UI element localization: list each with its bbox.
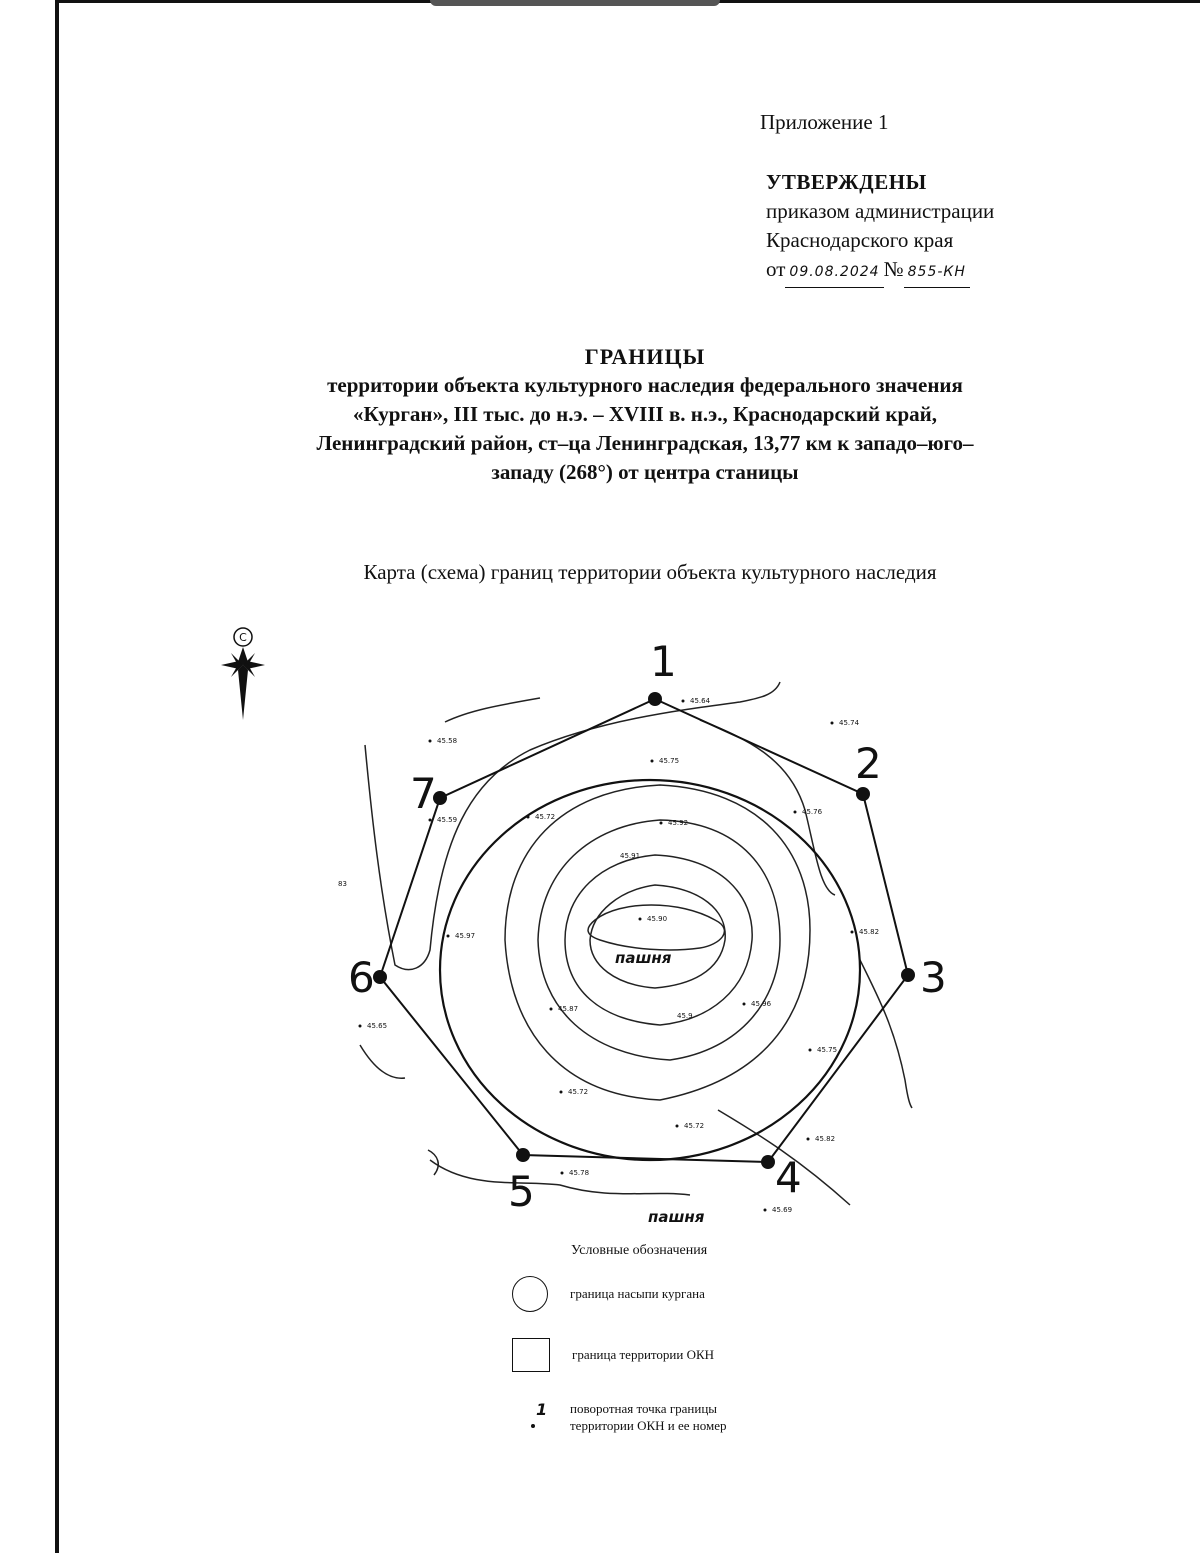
elevation-mark xyxy=(338,880,347,888)
turning-point-6 xyxy=(373,970,387,984)
svg-text:45.82: 45.82 xyxy=(859,928,880,936)
legend-item-turning-point xyxy=(530,1400,726,1434)
svg-text:C: C xyxy=(239,631,247,644)
title-line: территории объекта культурного наследия федерального значения xyxy=(327,373,963,397)
turning-point-4 xyxy=(761,1155,775,1169)
elevation-mark xyxy=(743,1000,772,1008)
elevation-mark xyxy=(831,719,860,727)
approved-title: УТВЕРЖДЕНЫ xyxy=(766,170,927,194)
svg-text:45.58: 45.58 xyxy=(437,737,458,745)
turning-point-2 xyxy=(856,787,870,801)
elevation-mark xyxy=(561,1169,590,1177)
date-prefix: от xyxy=(766,257,786,281)
svg-text:45.82: 45.82 xyxy=(815,1135,836,1143)
elevation-mark xyxy=(447,932,476,940)
document-title xyxy=(200,342,1090,487)
legend-item-mound-boundary xyxy=(512,1276,705,1312)
approval-block xyxy=(766,168,994,288)
land-use-label: пашня xyxy=(615,949,672,967)
svg-text:45.91: 45.91 xyxy=(620,852,641,860)
elevation-mark xyxy=(682,697,711,705)
scan-smudge xyxy=(430,0,720,6)
legend-title: Условные обозначения xyxy=(571,1243,708,1258)
svg-text:45.64: 45.64 xyxy=(690,697,711,705)
svg-text:45.9: 45.9 xyxy=(677,1012,693,1020)
land-use-label: пашня xyxy=(648,1208,705,1226)
svg-text:45.87: 45.87 xyxy=(558,1005,579,1013)
mound-contour xyxy=(588,905,724,950)
point-number-5: 5 xyxy=(508,1167,535,1216)
turning-point-symbol-icon xyxy=(530,1400,550,1434)
order-date: 09.08.2024 xyxy=(785,258,883,288)
title-line: западу (268°) от центра станицы xyxy=(491,460,799,484)
elevation-mark xyxy=(560,1088,589,1096)
elevation-mark xyxy=(359,1022,388,1030)
point-number-2: 2 xyxy=(855,739,882,788)
elevation-mark xyxy=(807,1135,836,1143)
turning-point-1 xyxy=(648,692,662,706)
legend-item-okn-boundary xyxy=(512,1338,714,1372)
svg-text:45.72: 45.72 xyxy=(684,1122,705,1130)
elevation-mark xyxy=(429,737,458,745)
mound-contour xyxy=(538,820,780,1060)
elevation-mark xyxy=(676,1122,705,1130)
svg-text:45.78: 45.78 xyxy=(569,1169,590,1177)
legend-label: граница насыпи кургана xyxy=(570,1286,705,1301)
svg-text:45.74: 45.74 xyxy=(839,719,860,727)
mound-boundary-circle xyxy=(440,780,860,1160)
map-caption: Карта (схема) границ территории объекта культурного наследия xyxy=(363,560,937,584)
elevation-mark xyxy=(794,808,823,816)
approved-line: приказом администрации xyxy=(766,199,995,223)
boundary-map xyxy=(0,600,1200,1230)
elevation-mark xyxy=(639,915,668,923)
svg-text:45.72: 45.72 xyxy=(535,813,556,821)
elevation-mark xyxy=(809,1046,838,1054)
elevation-mark xyxy=(677,1012,693,1020)
elevation-mark xyxy=(550,1005,579,1013)
point-number-4: 4 xyxy=(775,1153,802,1202)
circle-symbol-icon xyxy=(512,1276,548,1312)
svg-text:45.65: 45.65 xyxy=(367,1022,388,1030)
point-number-7: 7 xyxy=(410,769,437,818)
turning-point-3 xyxy=(901,968,915,982)
compass-rose-icon xyxy=(221,628,265,720)
svg-text:45.75: 45.75 xyxy=(659,757,680,765)
svg-text:45.92: 45.92 xyxy=(668,819,689,827)
svg-text:45.96: 45.96 xyxy=(751,1000,772,1008)
legend-label: граница территории ОКН xyxy=(572,1347,715,1362)
square-symbol-icon xyxy=(512,1338,550,1372)
svg-text:83: 83 xyxy=(338,880,347,888)
okn-territory-boundary xyxy=(380,699,908,1162)
svg-text:45.75: 45.75 xyxy=(817,1046,838,1054)
elevation-mark xyxy=(620,852,640,860)
turning-point-symbol-number: 1 xyxy=(536,1400,548,1419)
terrain-contour xyxy=(860,960,912,1108)
terrain-contour xyxy=(445,698,540,722)
terrain-contour xyxy=(360,1045,405,1078)
point-number-6: 6 xyxy=(348,953,375,1002)
appendix-label: Приложение 1 xyxy=(760,110,889,134)
turning-point-5 xyxy=(516,1148,530,1162)
terrain-contour xyxy=(365,682,780,970)
svg-text:45.69: 45.69 xyxy=(772,1206,793,1214)
turning-points xyxy=(373,692,915,1169)
mound-contour xyxy=(565,855,752,1025)
terrain-contour xyxy=(430,1160,690,1195)
title-main: ГРАНИЦЫ xyxy=(584,344,706,369)
mound-contour xyxy=(590,885,725,988)
point-number-1: 1 xyxy=(650,637,677,686)
number-prefix: № xyxy=(883,257,904,281)
approved-line: Краснодарского края xyxy=(766,228,954,252)
svg-text:45.59: 45.59 xyxy=(437,816,458,824)
title-line: «Курган», III тыс. до н.э. – XVIII в. н.э., Краснодарский край, xyxy=(352,402,937,426)
svg-text:45.97: 45.97 xyxy=(455,932,476,940)
title-line: Ленинградский район, ст–ца Ленинградская, 13,77 км к западо–юго– xyxy=(316,431,974,455)
legend-label: поворотная точка границы территории ОКН и ее номер xyxy=(570,1401,727,1433)
elevation-mark xyxy=(651,757,680,765)
mound-contour xyxy=(505,785,810,1100)
elevation-mark xyxy=(764,1206,793,1214)
order-date-number xyxy=(766,255,994,288)
svg-text:45.76: 45.76 xyxy=(802,808,823,816)
order-number: 855-КН xyxy=(904,258,970,288)
svg-text:45.72: 45.72 xyxy=(568,1088,589,1096)
point-number-3: 3 xyxy=(920,953,947,1002)
svg-text:45.90: 45.90 xyxy=(647,915,668,923)
